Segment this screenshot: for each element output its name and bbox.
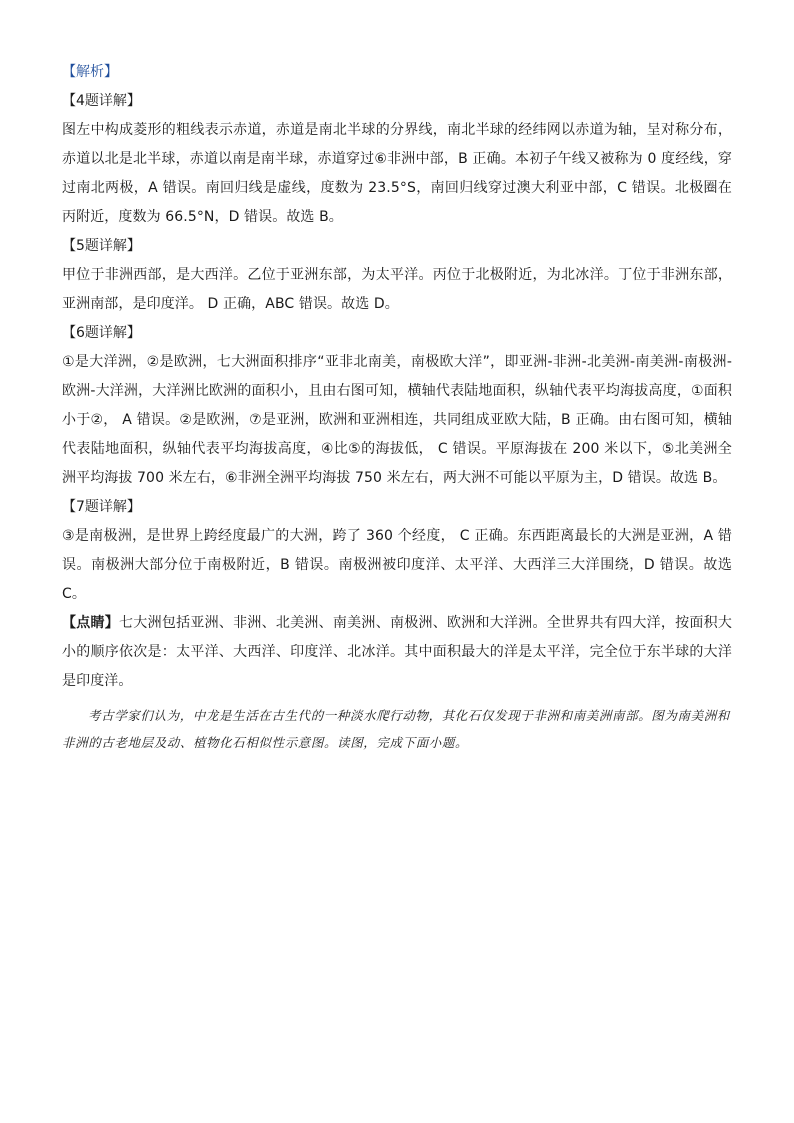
summary-paragraph [62,609,732,696]
q7-heading: 【7题详解】 [62,499,141,515]
q4-heading: 【4题详解】 [62,93,141,109]
summary-lead: 【点睛】 [62,615,120,631]
q5-explanation: 甲位于非洲西部，是大西洋。乙位于亚洲东部，为太平洋。丙位于北极附近，为北冰洋。丁位于非洲东部，亚洲南部，是印度洋。 D 正确，ABC 错误。故选 D。 [62,267,732,312]
q4-explanation: 图左中构成菱形的粗线表示赤道，赤道是南北半球的分界线，南北半球的经纬网以赤道为轴，呈对称分布，赤道以北是北半球，赤道以南是南半球，赤道穿过⑥非洲中部，B 正确。本初子午线又被称为 0 度经线，穿过南北两极，A 错误。南回归线是虚线，度数为 23.5°S，南回归线穿过澳大利亚中部，C 错误。北极圈在丙附近，度数为 66.5°N，D 错误。故选 B。 [62,122,732,225]
q7-explanation: ③是南极洲，是世界上跨经度最广的大洲，跨了 360 个经度， C 正确。东西距离最长的大洲是亚洲，A 错误。南极洲大部分位于南极附近，B 错误。南极洲被印度洋、太平洋、大西洋三大洋围绕，D 错误。故选 C。 [62,528,732,602]
summary-body: 七大洲包括亚洲、非洲、北美洲、南美洲、南极洲、欧洲和大洋洲。全世界共有四大洋，按面积大小的顺序依次是：太平洋、大西洋、印度洋、北冰洋。其中面积最大的洋是太平洋，完全位于东半球的大洋是印度洋。 [62,615,732,689]
q5-heading: 【5题详解】 [62,238,141,254]
document-page [62,58,732,756]
analysis-heading: 【解析】 [62,64,118,80]
material-intro: 考古学家们认为，中龙是生活在古生代的一种淡水爬行动物，其化石仅发现于非洲和南美洲南部。图为南美洲和非洲的古老地层及动、植物化石相似性示意图。读图，完成下面小题。 [62,708,730,750]
q6-heading: 【6题详解】 [62,325,141,341]
q6-explanation: ①是大洋洲，②是欧洲，七大洲面积排序“亚非北南美，南极欧大洋”，即亚洲-非洲-北美洲-南美洲-南极洲-欧洲-大洋洲，大洋洲比欧洲的面积小，且由右图可知，横轴代表陆地面积，纵轴代表平均海拔高度，①面积小于②， A 错误。②是欧洲，⑦是亚洲，欧洲和亚洲相连，共同组成亚欧大陆，B 正确。由右图可知，横轴代表陆地面积，纵轴代表平均海拔高度，④比⑤的海拔低， C 错误。平原海拔在 200 米以下，⑤北美洲全洲平均海拔 700 米左右，⑥非洲全洲平均海拔 750 米左右，两大洲不可能以平原为主，D 错误。故选 B。 [62,354,732,486]
